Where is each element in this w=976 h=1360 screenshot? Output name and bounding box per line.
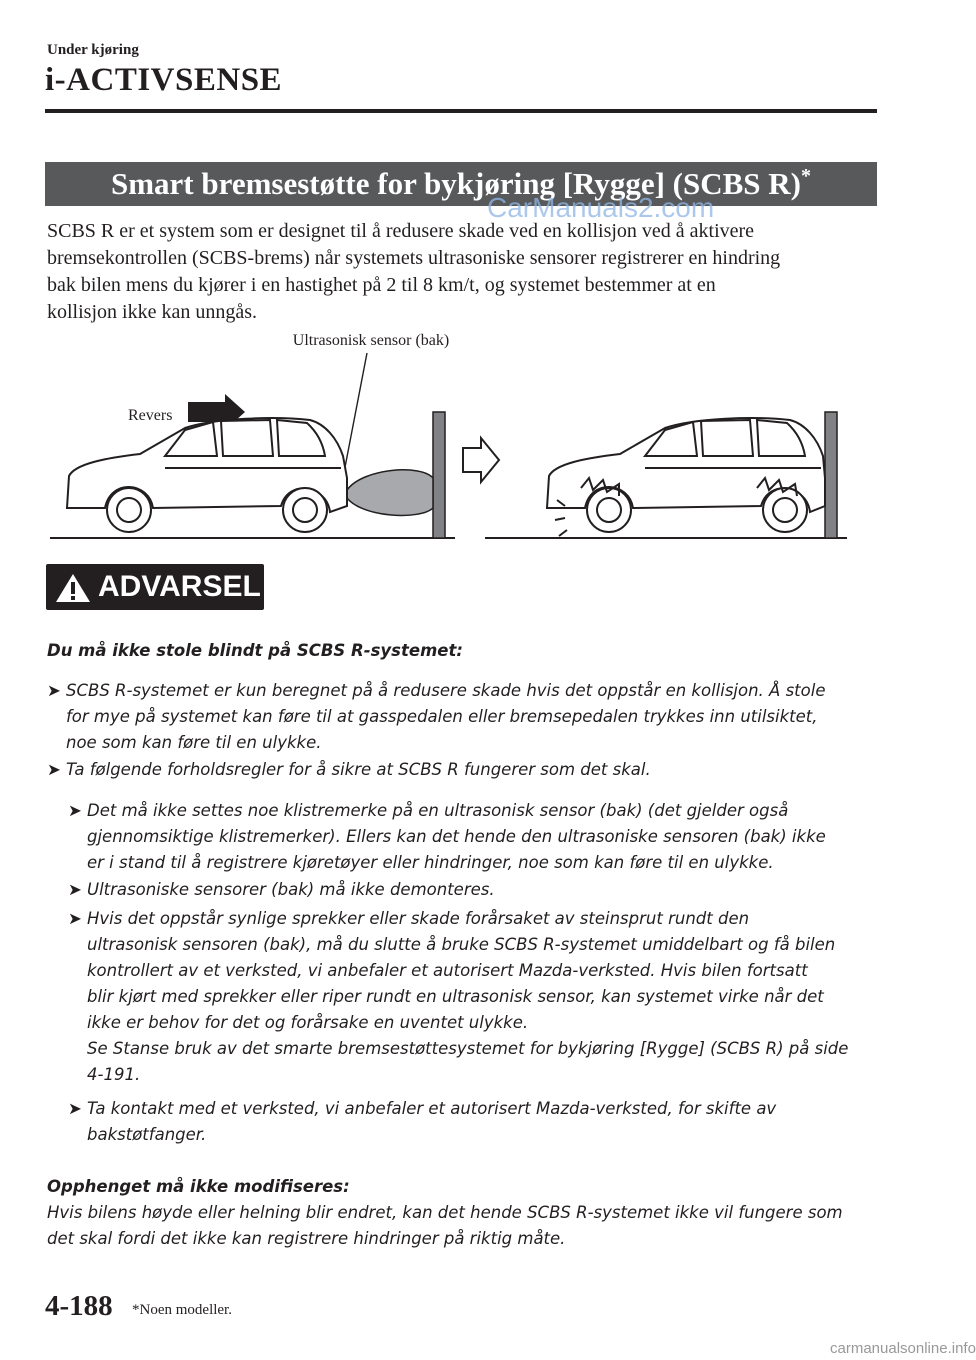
warning-item: [66, 678, 825, 756]
warning-line: SCBS R-systemet er kun beregnet på å redusere skade hvis det oppstår en kollisjon. Å stole: [66, 681, 826, 700]
chapter-title: i-ACTIVSENSE: [45, 62, 283, 98]
detection-zone: [347, 470, 433, 516]
warning-block2-text: [47, 1200, 843, 1252]
warning-line: er i stand til å registrere kjøretøyer eller hindringer, noe som kan føre til en ulykke.: [87, 853, 774, 872]
scbs-r-illustration: [45, 328, 865, 548]
warning-triangle-icon: [54, 572, 92, 604]
arrow-bullet-icon: ➤: [68, 801, 82, 820]
arrow-bullet-icon: ➤: [68, 1099, 82, 1118]
intro-line: bak bilen mens du kjører i en hastighet på 2 til 8 km/t, og systemet bestemmer at en: [47, 274, 716, 296]
reverse-label: Revers: [128, 407, 173, 424]
site-credit: carmanualsonline.info: [830, 1340, 976, 1357]
warning-subitem: [87, 906, 848, 1088]
warning-line: blir kjørt med sprekker eller riper rundt en ultrasonisk sensor, kan systemet virke når det: [87, 987, 824, 1006]
intro-paragraph: [47, 218, 877, 326]
intro-line: bremsekontrollen (SCBS-brems) når systemets ultrasoniske sensorer registrerer en hindring: [47, 247, 781, 269]
warning-line: 4-191.: [87, 1065, 141, 1084]
warning-subitem: [87, 1096, 776, 1148]
warning-item: Ta følgende forholdsregler for å sikre at SCBS R fungerer som det skal.: [66, 760, 651, 779]
obstacle-wall-left: [433, 412, 445, 538]
arrow-bullet-icon: ➤: [47, 681, 61, 700]
warning-line: Det må ikke settes noe klistremerke på en ultrasonisk sensor (bak) (det gjelder også: [87, 801, 789, 820]
warning-line: Ta kontakt med et verksted, vi anbefaler et autorisert Mazda-verksted, for skifte av: [87, 1099, 777, 1118]
section-title: Under kjøring: [47, 42, 139, 58]
warning-block2-title: Opphenget må ikke modifiseres:: [47, 1177, 350, 1196]
warning-line: noe som kan føre til en ulykke.: [66, 733, 322, 752]
warning-subitem: Ultrasoniske sensorer (bak) må ikke demonteres.: [87, 880, 495, 899]
cross-reference-link[interactable]: Se Stanse bruk av det smarte bremsestøttesystemet for bykjøring [Rygge] (SCBS R) på side: [87, 1039, 849, 1058]
warning-block1-title: Du må ikke stole blindt på SCBS R-systemet:: [47, 641, 463, 660]
transition-arrow-icon: [463, 438, 499, 482]
car-illustration-left: [67, 418, 347, 532]
page-number: 4-188: [45, 1290, 113, 1322]
warning-line: det skal fordi det ikke kan registrere hindringer på riktig måte.: [47, 1229, 566, 1248]
warning-line: kontrollert av et verksted, vi anbefaler et autorisert Mazda-verksted. Hvis bilen fortsatt: [87, 961, 808, 980]
footnote: *Noen modeller.: [132, 1302, 232, 1318]
warning-line: ultrasonisk sensoren (bak), må du slutte å bruke SCBS R-systemet umiddelbart og få bilen: [87, 935, 836, 954]
arrow-bullet-icon: ➤: [68, 880, 82, 899]
warning-line: bakstøtfanger.: [87, 1125, 207, 1144]
page-heading: [45, 162, 877, 206]
warning-subitem: [87, 798, 826, 876]
watermark: CarManuals2.com: [487, 192, 715, 223]
intro-line: kollisjon ikke kan unngås.: [47, 301, 257, 323]
heading-asterisk: *: [801, 165, 811, 187]
car-illustration-right: [547, 418, 825, 536]
warning-line: gjennomsiktige klistremerker). Ellers kan det hende den ultrasoniske sensoren (bak) ikke: [87, 827, 826, 846]
warning-label: ADVARSEL: [98, 570, 261, 603]
intro-line: SCBS R er et system som er designet til å redusere skade ved en kollisjon ved å aktivere: [47, 220, 755, 242]
warning-line: for mye på systemet kan føre til at gasspedalen eller bremsepedalen trykkes inn utilsiktet,: [66, 707, 818, 726]
heading-title: Smart bremsestøtte for bykjøring [Rygge] (SCBS R): [110, 166, 801, 201]
obstacle-wall-right: [825, 412, 837, 538]
arrow-bullet-icon: ➤: [68, 909, 82, 928]
warning-line: Hvis bilens høyde eller helning blir endret, kan det hende SCBS R-systemet ikke vil fungere som: [47, 1203, 843, 1222]
warning-line: Hvis det oppstår synlige sprekker eller skade forårsaket av steinsprut rundt den: [87, 909, 750, 928]
warning-line: ikke er behov for det og forårsake en uventet ulykke.: [87, 1013, 529, 1032]
arrow-bullet-icon: ➤: [47, 760, 61, 779]
sensor-label: Ultrasonisk sensor (bak): [292, 332, 450, 349]
header-rule: [45, 109, 877, 113]
